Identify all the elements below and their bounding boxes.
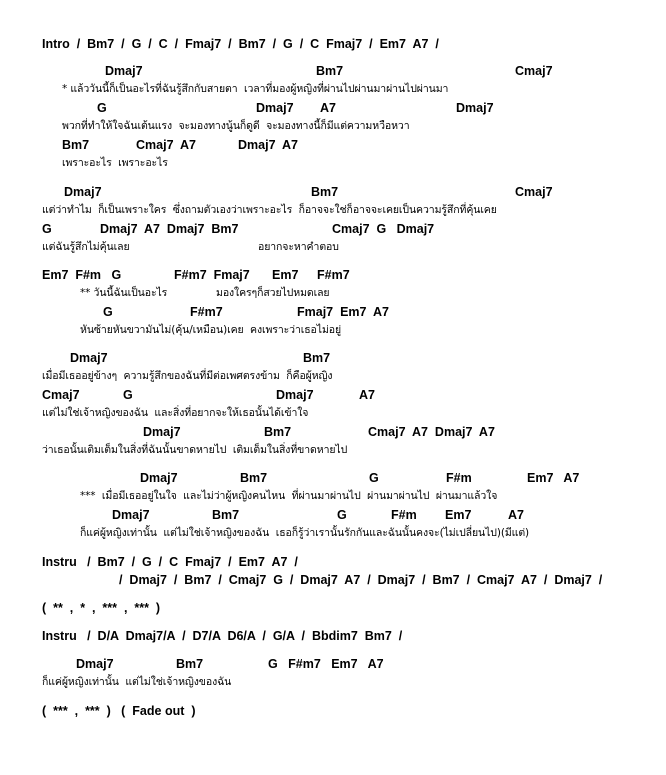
- chord-line: G: [369, 471, 379, 485]
- lyric-line: ก็แค่ผู้หญิงเท่านั้น แต่ไม่ใช่เจ้าหญิงของฉัน: [42, 676, 232, 688]
- chord-line: Bm7: [264, 425, 292, 439]
- chord-line: G: [337, 508, 347, 522]
- chord-line: Bm7: [311, 185, 339, 199]
- chord-line: Bm7: [303, 351, 331, 365]
- chord-line: Cmaj7 G Dmaj7: [332, 222, 435, 236]
- chord-line: Dmaj7: [140, 471, 178, 485]
- chord-line: Em7 A7: [527, 471, 580, 485]
- lyric-line: แต่ว่าทำไม ก็เป็นเพราะใคร ซึ่งถามตัวเองว่าเพราะอะไร ก็อาจจะใช่ก็อาจจะเคยเป็นความรู้สึกที่คุ้นเคย: [42, 204, 497, 216]
- chord-line: ( ** , * , *** , *** ): [42, 601, 161, 615]
- chord-line: Dmaj7: [70, 351, 108, 365]
- chord-line: Cmaj7: [515, 185, 553, 199]
- lyric-line: เมื่อมีเธออยู่ข้างๆ ความรู้สึกของฉันที่มีต่อเพศตรงข้าม ก็คือผู้หญิง: [42, 370, 333, 382]
- chord-line: G F#m7 Em7 A7: [268, 657, 384, 671]
- chord-line: Bm7: [176, 657, 204, 671]
- chord-line: Bm7: [212, 508, 240, 522]
- chord-line: G: [42, 222, 52, 236]
- chord-line: Dmaj7: [143, 425, 181, 439]
- lyric-line: *** เมื่อมีเธออยู่ในใจ และไม่ว่าผู้หญิงคนไหน ที่ผ่านมาผ่านไป ผ่านมาผ่านไป ผ่านมาแล้วใจ: [80, 490, 498, 502]
- chord-line: Dmaj7: [276, 388, 314, 402]
- chord-line: Cmaj7: [42, 388, 80, 402]
- chord-line: ( *** , *** ) ( Fade out ): [42, 704, 196, 718]
- chord-line: Dmaj7: [256, 101, 294, 115]
- lyric-line: ** วันนี้ฉันเป็นอะไร: [80, 287, 168, 299]
- chord-line: Cmaj7 A7 Dmaj7 A7: [368, 425, 495, 439]
- chord-line: A7: [359, 388, 375, 402]
- chord-line: F#m: [446, 471, 472, 485]
- lyric-line: แต่ฉันรู้สึกไม่คุ้นเลย: [42, 241, 130, 253]
- chord-line: Dmaj7: [76, 657, 114, 671]
- chord-line: G: [97, 101, 107, 115]
- chord-line: Em7: [445, 508, 472, 522]
- chord-line: Cmaj7: [515, 64, 553, 78]
- chord-line: Dmaj7: [64, 185, 102, 199]
- chord-line: Bm7: [316, 64, 344, 78]
- lyric-line: แต่ไม่ใช่เจ้าหญิงของฉัน และสิ่งที่อยากจะให้เธอนั้นได้เข้าใจ: [42, 407, 309, 419]
- chord-line: F#m7: [317, 268, 350, 282]
- chord-line: Bm7: [240, 471, 268, 485]
- lyric-line: ก็แค่ผู้หญิงเท่านั้น แต่ไม่ใช่เจ้าหญิงของฉัน เธอก็รู้ว่าเรานั้นรักกันและฉันนั้นคงจะ(ไม่เปลี่ยนไป)(มีแต่): [80, 527, 530, 539]
- chord-line: Instru / Bm7 / G / C Fmaj7 / Em7 A7 /: [42, 555, 298, 569]
- chord-line: Dmaj7: [456, 101, 494, 115]
- chord-line: F#m7: [190, 305, 223, 319]
- lyric-line: อยากจะหาคำตอบ: [258, 241, 339, 253]
- chord-line: / Dmaj7 / Bm7 / Cmaj7 G / Dmaj7 A7 / Dmaj7 / Bm7 / Cmaj7 A7 / Dmaj7 /: [119, 573, 603, 587]
- chord-line: Bm7: [62, 138, 90, 152]
- chord-line: Intro / Bm7 / G / C / Fmaj7 / Bm7 / G / C Fmaj7 / Em7 A7 /: [42, 37, 439, 51]
- lyric-line: มองใครๆก็สวยไปหมดเลย: [216, 287, 330, 299]
- chord-line: A7: [508, 508, 524, 522]
- chord-line: Em7 F#m G: [42, 268, 122, 282]
- lyric-line: * แล้ววันนี้ก็เป็นอะไรที่ฉันรู้สึกกับสายตา เวลาที่มองผู้หญิงที่ผ่านไปผ่านมาผ่านไปผ่านมา: [62, 83, 449, 95]
- lyric-line: ว่าเธอนั้นเติมเต็มในสิ่งที่ฉันนั้นขาดหายไป เติมเต็มในสิ่งที่ขาดหายไป: [42, 444, 348, 456]
- chord-line: Dmaj7: [112, 508, 150, 522]
- chord-line: Dmaj7 A7 Dmaj7 Bm7: [100, 222, 239, 236]
- chord-line: G: [103, 305, 113, 319]
- chord-line: F#m: [391, 508, 417, 522]
- lyric-line: พวกที่ทำให้ใจฉันเต้นแรง จะมองทางนู้นก็ดูดี จะมองทางนี้ก็มีแต่ความหวือหวา: [62, 120, 410, 132]
- chord-line: A7: [320, 101, 336, 115]
- chord-line: F#m7 Fmaj7: [174, 268, 250, 282]
- chord-line: Em7: [272, 268, 299, 282]
- lyric-line: หันซ้ายหันขวามันไม่(คุ้น/เหมือน)เคย คงเพราะว่าเธอไม่อยู่: [80, 324, 342, 336]
- chord-line: Dmaj7 A7: [238, 138, 298, 152]
- chord-line: Fmaj7 Em7 A7: [297, 305, 389, 319]
- chord-line: Instru / D/A Dmaj7/A / D7/A D6/A / G/A / Bbdim7 Bm7 /: [42, 629, 403, 643]
- chord-line: Dmaj7: [105, 64, 143, 78]
- lyric-line: เพราะอะไร เพราะอะไร: [62, 157, 168, 169]
- chord-line: G: [123, 388, 133, 402]
- chord-line: Cmaj7 A7: [136, 138, 196, 152]
